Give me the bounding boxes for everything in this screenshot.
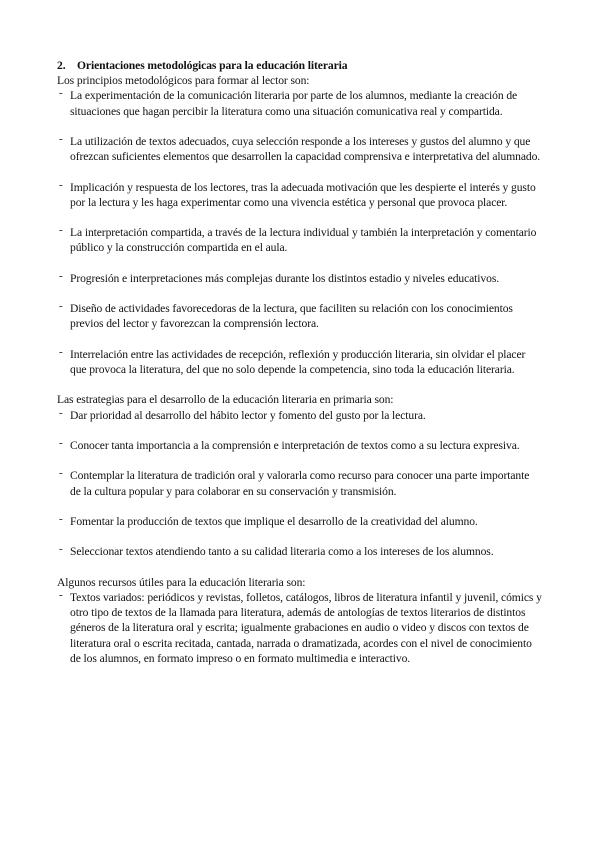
- list-item: - Progresión e interpretaciones más complejas durante los distintos estadio y niveles educativos.: [57, 271, 542, 286]
- list-item: - Conocer tanta importancia a la comprensión e interpretación de textos como a su lectura expresiva.: [57, 438, 542, 453]
- bullet-list: [57, 590, 542, 666]
- list-item: - Seleccionar textos atendiendo tanto a su calidad literaria como a los intereses de los alumnos.: [57, 544, 542, 559]
- list-item: - La experimentación de la comunicación literaria por parte de los alumnos, mediante la creación de situaciones que hagan percibir la literatura como una situación comunicativa real y compartida.: [57, 88, 542, 118]
- methodological-principles: [57, 73, 542, 377]
- list-item: - Dar prioridad al desarrollo del hábito lector y fomento del gusto por la lectura.: [57, 408, 542, 423]
- useful-resources: [57, 575, 542, 666]
- list-item: - La utilización de textos adecuados, cuya selección responde a los intereses y gustos del alumno y que ofrezcan suficientes elementos que desarrollen la capacidad comprensiva e interpretativa del alumnado.: [57, 134, 542, 164]
- bullet-list: [57, 88, 542, 377]
- bullet-list: [57, 408, 542, 560]
- list-item: - Textos variados: periódicos y revistas, folletos, catálogos, libros de literatura infantil y juvenil, cómics y otro tipo de textos de la llamada para literatura, además de antologías de textos literarios de distintos géneros de la literatura oral y escrita; igualmente grabaciones en audio o video y discos con textos de literatura oral o escrita recitada, cantada, narrada o dramatizada, acordes con el nivel de conocimiento de los alumnos, en formato impreso o en formato multimedia e interactivo.: [57, 590, 542, 666]
- document-body: [57, 58, 542, 681]
- list-item: - Diseño de actividades favorecedoras de la lectura, que faciliten su relación con los conocimientos previos del lector y favorezcan la comprensión lectora.: [57, 301, 542, 331]
- section-heading: [57, 58, 542, 73]
- section-intro: Los principios metodológicos para formar al lector son:: [57, 74, 310, 88]
- list-item: - Interrelación entre las actividades de recepción, reflexión y producción literaria, sin olvidar el placer que provoca la literatura, del que no solo depende la competencia, sino toda la educación literaria.: [57, 347, 542, 377]
- section-intro: Algunos recursos útiles para la educación literaria son:: [57, 575, 306, 589]
- list-item: - La interpretación compartida, a través de la lectura individual y también la interpretación y comentario público y la construcción compartida en el aula.: [57, 225, 542, 255]
- list-item: - Contemplar la literatura de tradición oral y valorarla como recurso para conocer una parte importante de la cultura popular y para colaborar en su conservación y transmisión.: [57, 468, 542, 498]
- list-item: - Implicación y respuesta de los lectores, tras la adecuada motivación que les despierte el interés y gusto por la lectura y les haga experimentar como una vivencia estética y personal que provoca placer.: [57, 180, 542, 210]
- section-number: 2.: [57, 59, 66, 72]
- section-title: Orientaciones metodológicas para la educación literaria: [77, 59, 348, 72]
- list-item: - Fomentar la producción de textos que implique el desarrollo de la creatividad del alumno.: [57, 514, 542, 529]
- section-intro: Las estrategias para el desarrollo de la educación literaria en primaria son:: [57, 393, 394, 407]
- primary-strategies: [57, 392, 542, 559]
